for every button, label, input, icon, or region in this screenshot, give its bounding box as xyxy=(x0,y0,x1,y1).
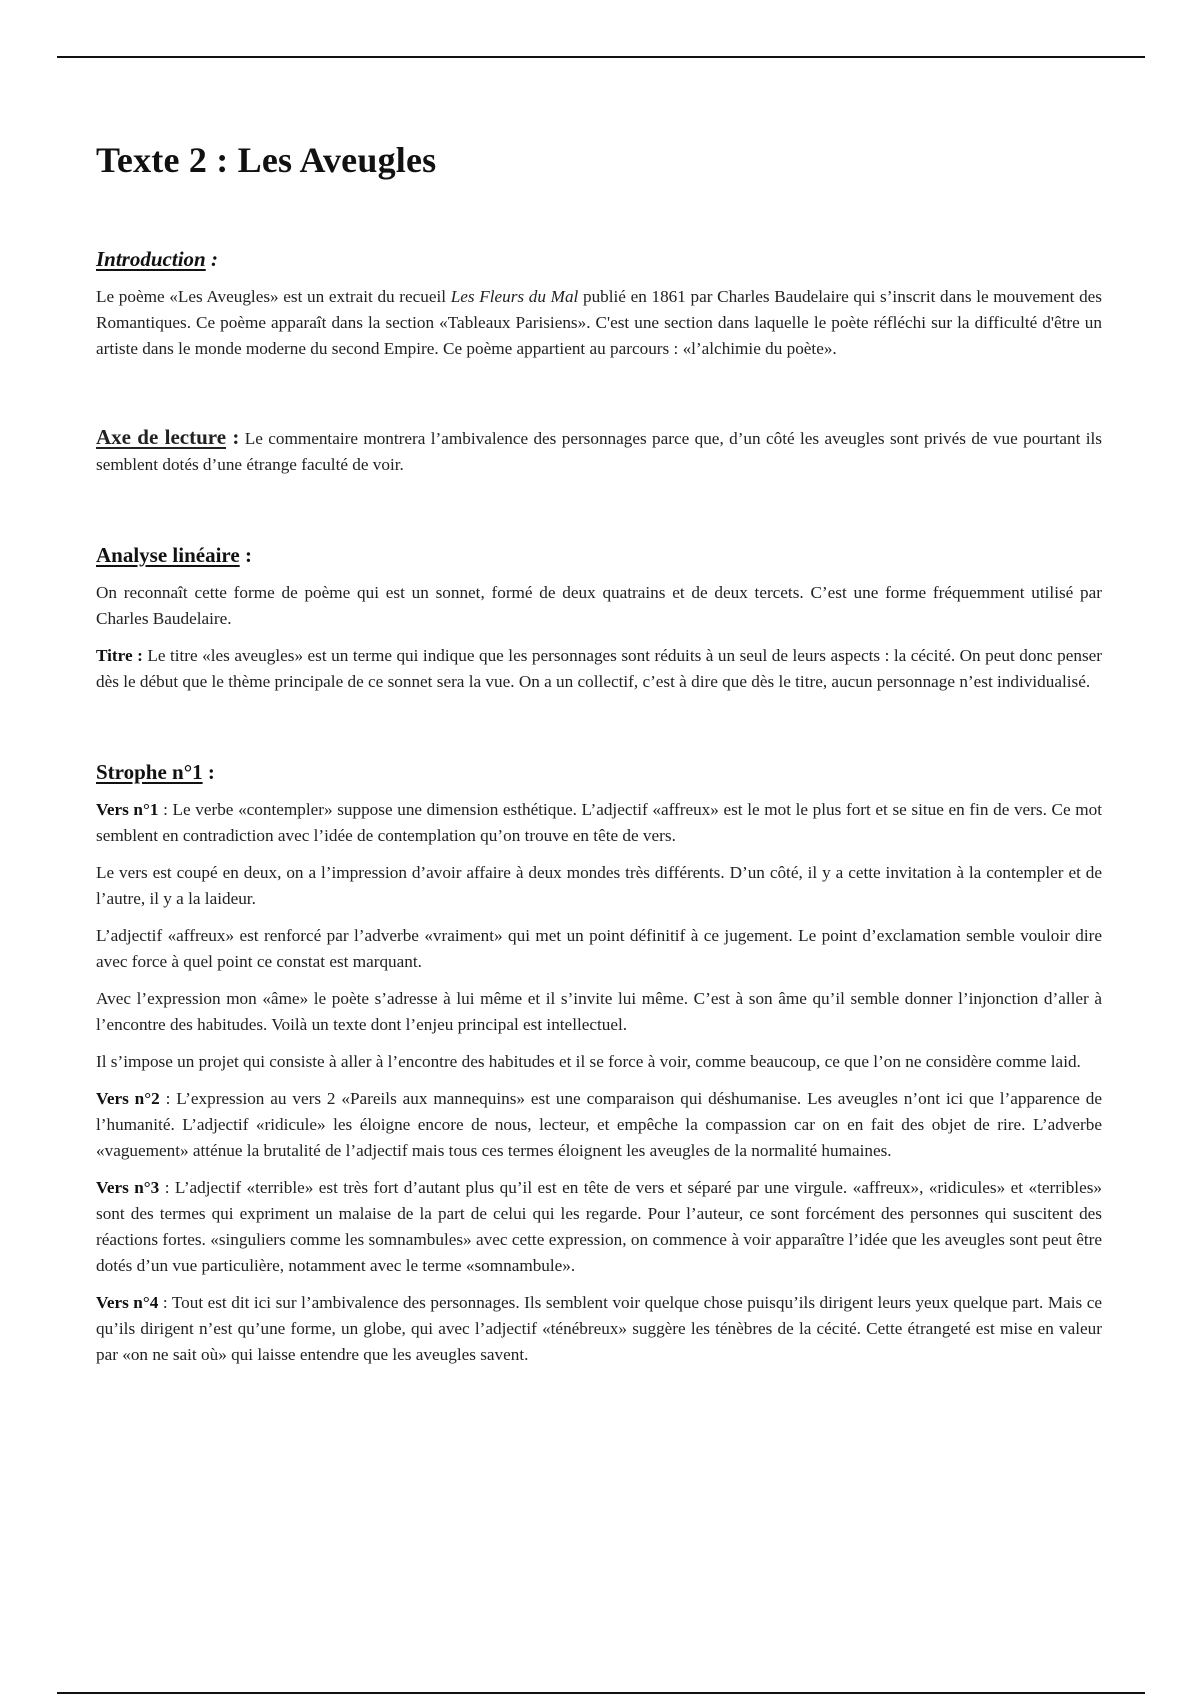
vers2-paragraph xyxy=(96,1086,1102,1164)
strophe-heading-label: Strophe n°1 xyxy=(96,760,203,784)
vers2-label: Vers n°2 xyxy=(96,1089,160,1108)
axe-heading: Axe de lecture xyxy=(96,425,227,449)
analyse-intro-paragraph: On reconnaît cette forme de poème qui est un sonnet, formé de deux quatrains et de deux tercets. C’est une forme fréquemment utilisé par Charles Baudelaire. xyxy=(96,583,1102,628)
strophe-heading-suffix: : xyxy=(202,760,215,784)
introduction-paragraph xyxy=(96,284,1102,362)
introduction-heading xyxy=(96,244,1102,274)
axe-heading-suffix: : xyxy=(226,425,240,449)
document-page xyxy=(96,138,1102,1379)
introduction-heading-label: Introduction xyxy=(96,247,206,271)
strophe-paragraph-4: Avec l’expression mon «âme» le poète s’adresse à lui même et il s’invite lui même. C’est à son âme qu’il semble donner l’injonction d’aller à l’encontre des habitudes. Voilà un texte dont l’enjeu principal est intellectuel. xyxy=(96,989,1102,1034)
titre-text: Le titre «les aveugles» est un terme qui indique que les personnages sont réduits à un seul de leurs aspects : la cécité. On peut donc penser dès le début que le thème principale de ce sonnet sera la vue. On a un collectif, c’est à dire que dès le titre, aucun personnage n’est individualisé. xyxy=(96,646,1102,691)
introduction-text-1: Le poème «Les Aveugles» est un extrait du recueil xyxy=(96,287,451,306)
introduction-heading-suffix: : xyxy=(205,247,218,271)
titre-label: Titre : xyxy=(96,646,143,665)
titre-paragraph xyxy=(96,643,1102,695)
vers2-text: : L’expression au vers 2 «Pareils aux mannequins» est une comparaison qui déshumanise. Les aveugles n’ont ici que l’apparence de l’humanité. L’adjectif «ridicule» les éloigne encore de nous, lecteur, et empêche la compassion car on en fait des objet de rire. L’adverbe «vaguement» atténue la brutalité de l’adjectif mais tous ces termes éloignent les aveugles de la normalité humaines. xyxy=(96,1089,1102,1160)
strophe-paragraph-2: Le vers est coupé en deux, on a l’impression d’avoir affaire à deux mondes très différents. D’un côté, il y a cette invitation à la contempler et de l’autre, il y a la laideur. xyxy=(96,863,1102,908)
vers4-text: : Tout est dit ici sur l’ambivalence des personnages. Ils semblent voir quelque chose puisqu’ils dirigent leurs yeux quelque part. Mais ce qu’ils dirigent n’est qu’une forme, un globe, qui avec l’adjectif «ténébreux» suggère les ténèbres de la cécité. Cette étrangeté est mise en valeur par «on ne sait où» qui laisse entendre que les aveugles savent. xyxy=(96,1293,1102,1364)
vers4-paragraph xyxy=(96,1290,1102,1368)
vers3-label: Vers n°3 xyxy=(96,1178,160,1197)
axe-paragraph xyxy=(96,424,1102,478)
vers3-paragraph xyxy=(96,1175,1102,1279)
vers4-label: Vers n°4 xyxy=(96,1293,159,1312)
analyse-heading-label: Analyse linéaire xyxy=(96,543,240,567)
introduction-text-2: publié en 1861 par Charles Baudelaire qui s’inscrit dans le mouvement des Romantiques. Ce poème apparaît dans la section «Tableaux Parisiens». C'est une section dans laquelle le poète réfléchi sur la difficulté d'être un artiste dans le monde moderne du second Empire. Ce poème appartient au parcours : «l’alchimie du poète». xyxy=(96,287,1102,358)
vers3-text: : L’adjectif «terrible» est très fort d’autant plus qu’il est en tête de vers et séparé par une virgule. «affreux», «ridicules» et «terribles» sont des termes qui expriment un malaise de la part de celui qui les regarde. Pour l’auteur, ce sont forcément des personnes qui suscitent des réactions fortes. «singuliers comme les somnambules» avec cette expression, on commence à voir apparaître l’idée que les aveugles sont peut être dotés d’un vue particulière, notamment avec le terme «somnambule». xyxy=(96,1178,1102,1275)
axe-text: Le commentaire montrera l’ambivalence des personnages parce que, d’un côté les aveugles sont privés de vue pourtant ils semblent dotés d’une étrange faculté de voir. xyxy=(96,429,1102,474)
analyse-heading-suffix: : xyxy=(239,543,252,567)
analyse-heading xyxy=(96,540,1102,570)
strophe-paragraph-3: L’adjectif «affreux» est renforcé par l’adverbe «vraiment» qui met un point définitif à ce jugement. Le point d’exclamation semble vouloir dire avec force à quel point ce constat est marquant. xyxy=(96,926,1102,971)
document-title: Texte 2 : Les Aveugles xyxy=(96,140,437,180)
top-rule xyxy=(57,56,1145,58)
vers1-label: Vers n°1 xyxy=(96,800,159,819)
vers1-text: : Le verbe «contempler» suppose une dimension esthétique. L’adjectif «affreux» est le mot le plus fort et se situe en fin de vers. Ce mot semblent en contradiction avec l’idée de contemplation qu’on trouve en tête de vers. xyxy=(96,800,1103,845)
book-title: Les Fleurs du Mal xyxy=(450,287,579,306)
vers1-paragraph xyxy=(96,797,1102,849)
strophe-paragraph-5: Il s’impose un projet qui consiste à aller à l’encontre des habitudes et il se force à voir, comme beaucoup, ce que l’on ne considère comme laid. xyxy=(96,1052,1081,1071)
bottom-rule xyxy=(57,1692,1145,1694)
strophe-heading xyxy=(96,757,1102,787)
